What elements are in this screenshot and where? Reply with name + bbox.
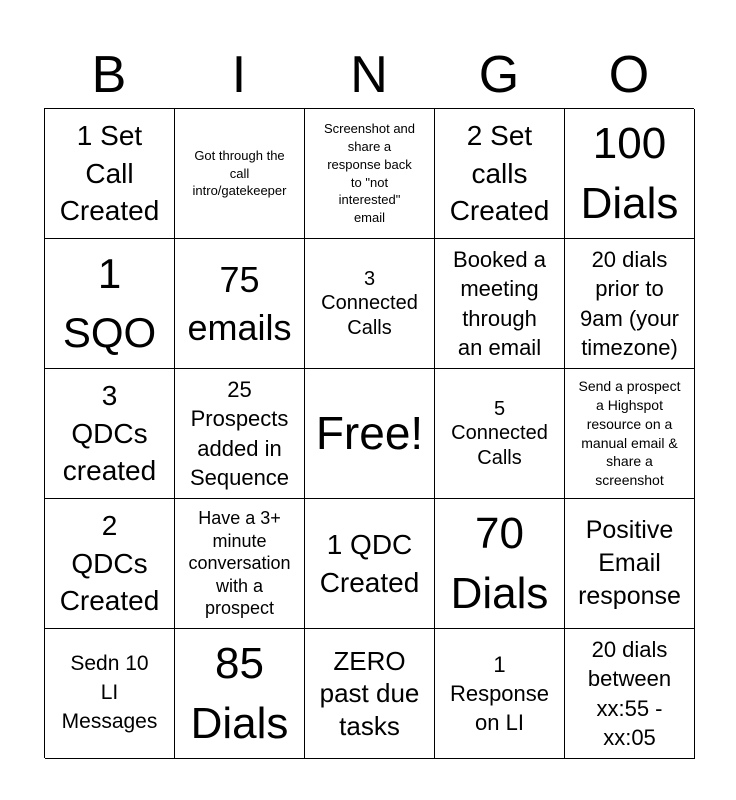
header-letter-i: I — [231, 46, 247, 104]
free-space-cell[interactable]: Free! — [305, 369, 435, 499]
bingo-cell[interactable]: Positive Email response — [565, 499, 695, 629]
bingo-cell[interactable]: 75 emails — [175, 239, 305, 369]
bingo-cell[interactable]: 85 Dials — [175, 629, 305, 759]
bingo-cell[interactable]: Booked a meeting through an email — [435, 239, 565, 369]
bingo-cell[interactable]: Got through the call intro/gatekeeper — [175, 109, 305, 239]
bingo-cell[interactable]: 25 Prospects added in Sequence — [175, 369, 305, 499]
header-letter-n: N — [350, 46, 388, 104]
header-letter-g: G — [478, 46, 520, 104]
bingo-cell[interactable]: Screenshot and share a response back to "not interested" email — [305, 109, 435, 239]
bingo-header — [44, 44, 694, 106]
bingo-cell[interactable]: Sedn 10 LI Messages — [45, 629, 175, 759]
bingo-cell[interactable]: 3 Connected Calls — [305, 239, 435, 369]
bingo-cell[interactable]: 3 QDCs created — [45, 369, 175, 499]
bingo-cell[interactable]: 5 Connected Calls — [435, 369, 565, 499]
bingo-cell[interactable]: 100 Dials — [565, 109, 695, 239]
bingo-cell[interactable]: 1 SQO — [45, 239, 175, 369]
bingo-cell[interactable]: 20 dials between xx:55 - xx:05 — [565, 629, 695, 759]
bingo-cell[interactable]: 20 dials prior to 9am (your timezone) — [565, 239, 695, 369]
header-letter-b: B — [91, 46, 127, 104]
bingo-cell[interactable]: Have a 3+ minute conversation with a prospect — [175, 499, 305, 629]
bingo-cell[interactable]: 1 Set Call Created — [45, 109, 175, 239]
bingo-cell[interactable]: ZERO past due tasks — [305, 629, 435, 759]
bingo-cell[interactable]: Send a prospect a Highspot resource on a manual email & share a screenshot — [565, 369, 695, 499]
header-letter-o: O — [608, 46, 650, 104]
bingo-cell[interactable]: 1 Response on LI — [435, 629, 565, 759]
bingo-cell[interactable]: 2 Set calls Created — [435, 109, 565, 239]
bingo-cell[interactable]: 1 QDC Created — [305, 499, 435, 629]
bingo-cell[interactable]: 70 Dials — [435, 499, 565, 629]
bingo-grid — [44, 108, 694, 758]
bingo-cell[interactable]: 2 QDCs Created — [45, 499, 175, 629]
